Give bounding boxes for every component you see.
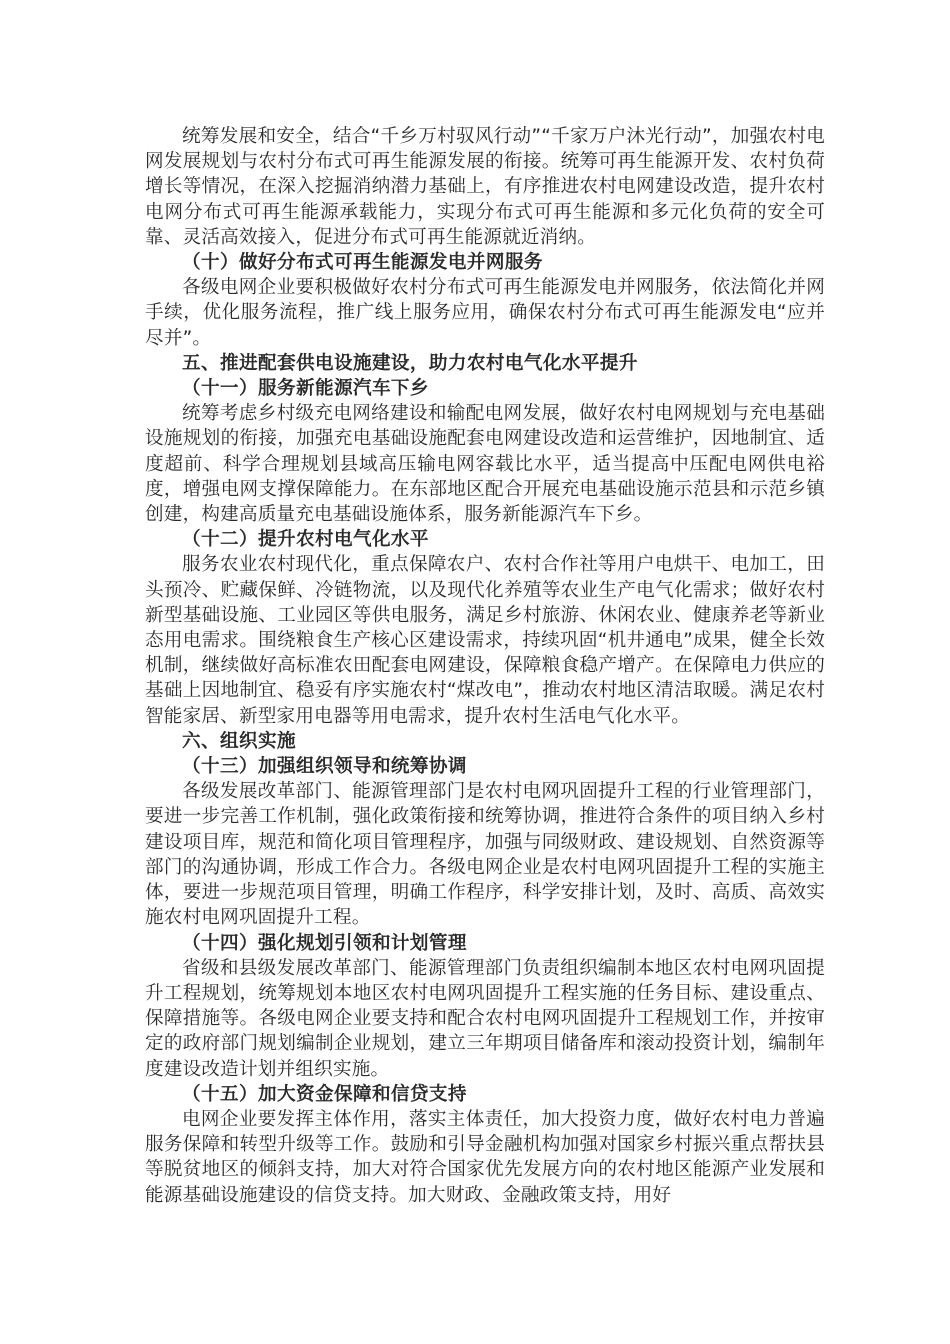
subsection-heading: （十五）加大资金保障和信贷支持 xyxy=(182,1083,467,1105)
body-paragraph: 服务农业农村现代化，重点保障农户、农村合作社等用户电烘干、电加工，田头预冷、贮藏保鲜、冷链物流，以及现代化养殖等农业生产电气化需求；做好农村新型基础设施、工业园区等供电服务，满足乡村旅游、休闲农业、健康养老等新业态用电需求。围绕粮食生产核心区建设需求，持续巩固“机井通电”成果，健全长效机制，继续做好高标准农田配套电网建设，保障粮食稳产增产。在保障电力供应的基础上因地制宜、稳妥有序实施农村“煤改电”，推动农村地区清洁取暖。满足农村智能家居、新型家用电器等用电需求，提升农村生活电气化水平。 xyxy=(145,554,825,727)
subsection-heading: （十二）提升农村电气化水平 xyxy=(182,529,429,551)
document-body xyxy=(145,124,825,1208)
body-paragraph: 统筹发展和安全，结合“千乡万村驭风行动”“千家万户沐光行动”，加强农村电网发展规划与农村分布式可再生能源发展的衔接。统筹可再生能源开发、农村负荷增长等情况，在深入挖掘消纳潜力基础上，有序推进农村电网建设改造，提升农村电网分布式可再生能源承载能力，实现分布式可再生能源和多元化负荷的安全可靠、灵活高效接入，促进分布式可再生能源就近消纳。 xyxy=(145,126,825,248)
section-heading: 六、组织实施 xyxy=(182,730,296,752)
body-paragraph: 省级和县级发展改革部门、能源管理部门负责组织编制本地区农村电网巩固提升工程规划，统筹规划本地区农村电网巩固提升工程实施的任务目标、建设重点、保障措施等。各级电网企业要支持和配合农村电网巩固提升工程规划工作，并按审定的政府部门规划编制企业规划，建立三年期项目储备库和滚动投资计划，编制年度建设改造计划并组织实施。 xyxy=(145,957,825,1080)
section-heading: 五、推进配套供电设施建设，助力农村电气化水平提升 xyxy=(182,352,638,374)
subsection-heading: （十三）加强组织领导和统筹协调 xyxy=(182,756,467,778)
subsection-heading: （十一）服务新能源汽车下乡 xyxy=(182,378,429,400)
body-paragraph: 各级发展改革部门、能源管理部门是农村电网巩固提升工程的行业管理部门，要进一步完善工作机制，强化政策衔接和统筹协调，推进符合条件的项目纳入乡村建设项目库，规范和简化项目管理程序，加强与同级财政、建设规划、自然资源等部门的沟通协调，形成工作合力。各级电网企业是农村电网巩固提升工程的实施主体，要进一步规范项目管理，明确工作程序，科学安排计划，及时、高质、高效实施农村电网巩固提升工程。 xyxy=(145,781,825,929)
subsection-heading: （十四）强化规划引领和计划管理 xyxy=(182,932,467,954)
body-paragraph: 各级电网企业要积极做好农村分布式可再生能源发电并网服务，依法简化并网手续，优化服务流程，推广线上服务应用，确保农村分布式可再生能源发电“应并尽并”。 xyxy=(145,277,825,349)
subsection-heading: （十）做好分布式可再生能源发电并网服务 xyxy=(182,252,543,274)
body-paragraph: 统筹考虑乡村级充电网络建设和输配电网发展，做好农村电网规划与充电基础设施规划的衔接，加强充电基础设施配套电网建设改造和运营维护，因地制宜、适度超前、科学合理规划县域高压输电网容载比水平，适当提高中压配电网供电裕度，增强电网支撑保障能力。在东部地区配合开展充电基础设施示范县和示范乡镇创建，构建高质量充电基础设施体系，服务新能源汽车下乡。 xyxy=(145,403,825,526)
body-paragraph: 电网企业要发挥主体作用，落实主体责任，加大投资力度，做好农村电力普遍服务保障和转型升级等工作。鼓励和引导金融机构加强对国家乡村振兴重点帮扶县等脱贫地区的倾斜支持，加大对符合国家优先发展方向的农村地区能源产业发展和能源基础设施建设的信贷支持。加大财政、金融政策支持，用好 xyxy=(145,1108,825,1206)
